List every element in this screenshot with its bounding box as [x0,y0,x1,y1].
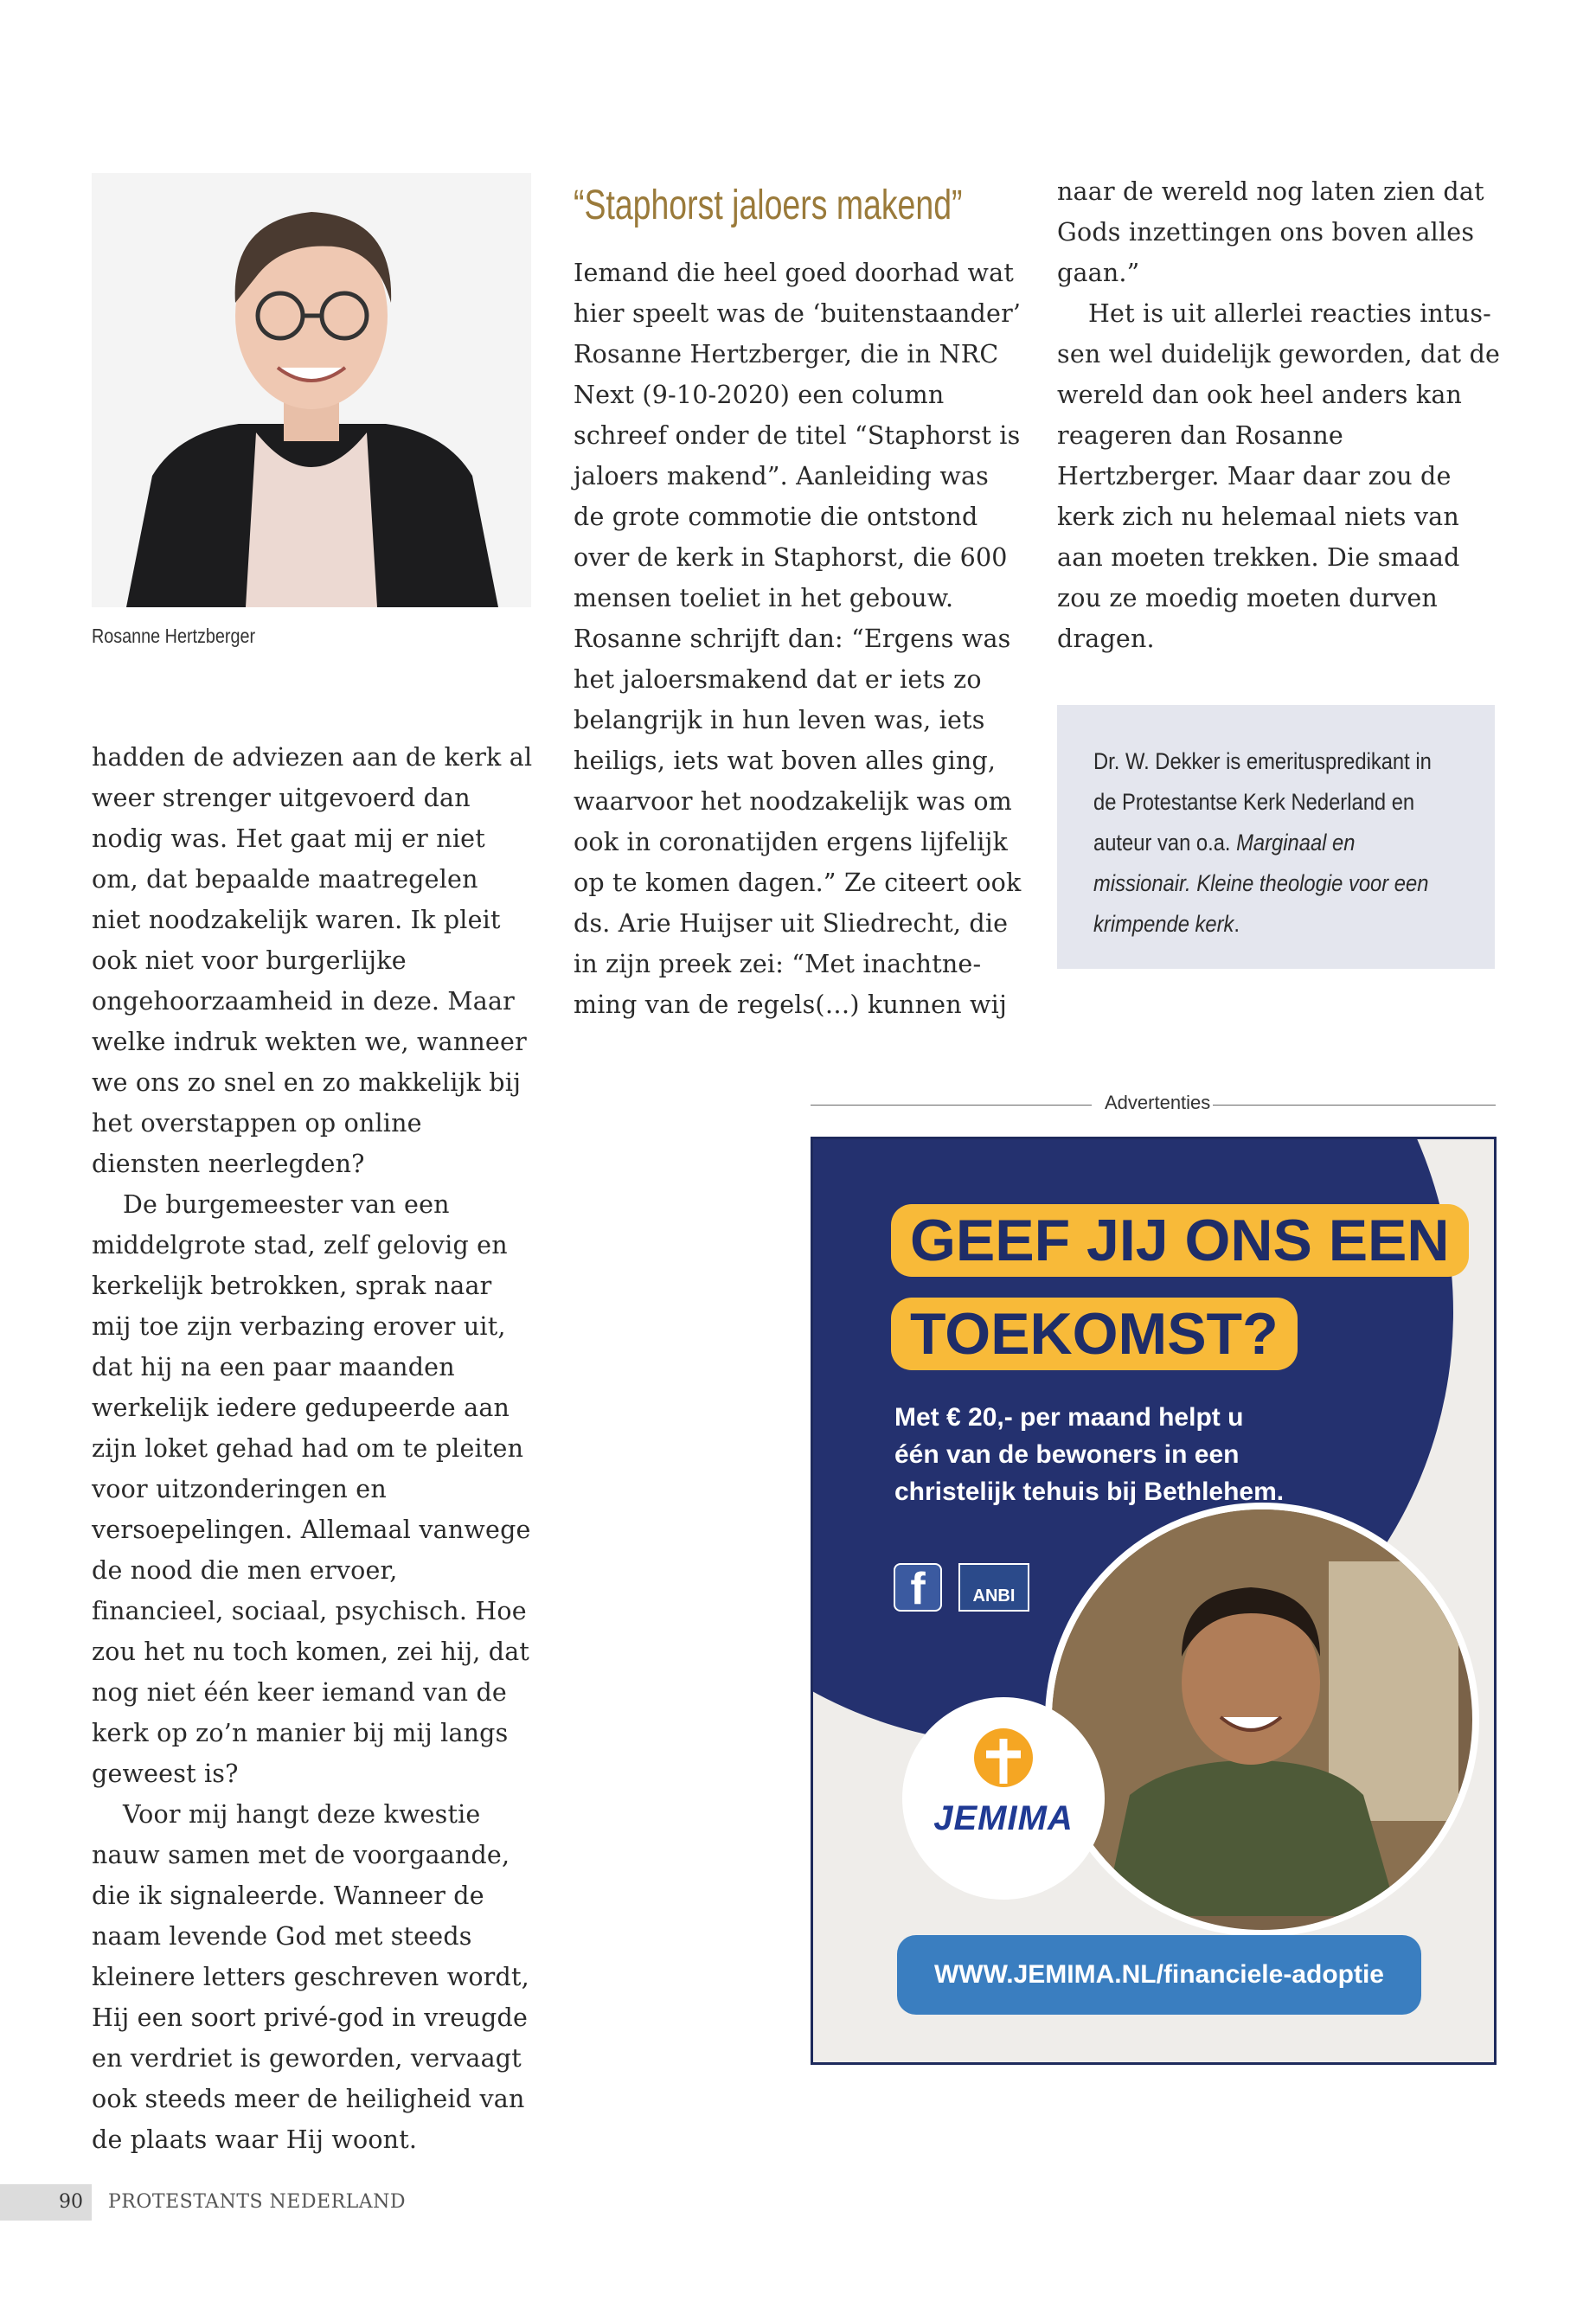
photo-caption: Rosanne Hertzberger [92,625,256,647]
jemima-advertisement[interactable] [811,1137,1497,2065]
section-heading: “Staphorst jaloers makend” [574,183,963,228]
bio-text: Dr. W. Dekker is emerituspredikant in de Protestantse Kerk Nederland en auteur van o.a. [1093,748,1432,856]
paragraph: naar de wereld nog laten zien dat Gods inzettingen ons boven alles gaan.” [1057,177,1484,287]
page-number: 90 [59,2191,83,2213]
ad-body: Met € 20,- per maand helpt u één van de bewoners in een christelijk tehuis bij Bethlehem. [894,1403,1285,1506]
magazine-title: PROTESTANTS NEDERLAND [108,2191,407,2213]
author-bio-box [1057,705,1495,969]
author-bio [1093,741,1452,945]
bio-text-end: . [1234,911,1240,937]
author-photo [92,173,531,607]
book-title: Marginaal en missionair. Kleine theologie voor een krimpende kerk [1093,830,1429,937]
anbi-icon: ANBI [958,1563,1029,1612]
paragraph: Het is uit allerlei reacties intussen wel duidelijk geworden, dat de wereld dan ook heel anders kan reageren dan Rosanne Hertzberger. Maar daar zou de kerk zich nu helemaal niets van aan moeten trekken. Die smaad zou ze moedig moeten durven dragen. [1057,299,1501,653]
divider-line [811,1105,1092,1106]
child-photo-illustration [1052,1509,1458,1916]
ad-headline-2: TOEKOMST? [891,1298,1298,1370]
article-column-right [1057,171,1507,659]
ad-headline-1: GEEF JIJ ONS EEN [891,1204,1469,1277]
ads-divider [811,1092,1496,1118]
article-column-middle [574,253,1023,1025]
paragraph: Voor mij hangt deze kwestie nauw samen met de voorgaande, die ik signaleerde. Wanneer de naam levende God met steeds kleinere letters geschreven wordt, Hij een soort privé-god in vreugde en verdriet is geworden, vervaagt ook steeds meer de heiligheid van de plaats waar Hij woont. [92,1800,529,2154]
article-column-left [92,737,533,2160]
logo-text: JEMIMA [933,1799,1074,1837]
paragraph: Iemand die heel goed doorhad wat hier speelt was de ‘buitenstaander’ Rosanne Hertzberger, die in NRC Next (9-10-2020) een column schreef onder de titel “Staphorst is jaloers makend”. Aanleiding was de grote commotie die ontstond over de kerk in Staphorst, die 600 mensen toeliet in het gebouw. Rosanne schrijft dan: “Ergens was het jaloersmakend dat er iets zo belangrijk in hun leven was, iets heiligs, iets wat boven alles ging, waarvoor het noodzakelijk was om ook in coronatijden ergens lijfelijk op te komen dagen.” Ze citeert ook ds. Arie Huijser uit Sliedrecht, die in zijn preek zei: “Met inachtneming van de regels(…) kunnen wij [574,259,1022,1019]
paragraph: De burgemeester van een middelgrote stad, zelf gelovig en kerkelijk betrokken, sprak naar mij toe zijn verbazing erover uit, dat hij na een paar maanden werkelijk iedere gedupeerde aan zijn loket gehad had om te pleiten voor uitzonderingen en versoepelingen. Allemaal vanwege de nood die men ervoer, financieel, sociaal, psychisch. Hoe zou het nu toch komen, zei hij, dat nog niet één keer iemand van de kerk op zo’n manier bij mij langs geweest is? [92,1190,531,1788]
facebook-icon[interactable]: f [894,1563,942,1612]
child-photo [1045,1503,1479,1937]
jemima-logo-mark [902,1697,1105,1900]
portrait-illustration [92,173,531,607]
ads-label: Advertenties [1105,1092,1211,1113]
ad-url-button[interactable]: WWW.JEMIMA.NL/financiele-adoptie [897,1935,1421,2015]
divider-line [1213,1105,1496,1106]
paragraph: hadden de adviezen aan de kerk al weer strenger uitgevoerd dan nodig was. Het gaat mij er niet om, dat bepaalde maatregelen niet noodzakelijk waren. Ik pleit ook niet voor burgerlijke ongehoorzaamheid in deze. Maar welke indruk wekten we, wanneer we ons zo snel en zo makkelijk bij het overstappen op online diensten neerlegden? [92,743,533,1178]
jemima-logo [902,1697,1105,1900]
